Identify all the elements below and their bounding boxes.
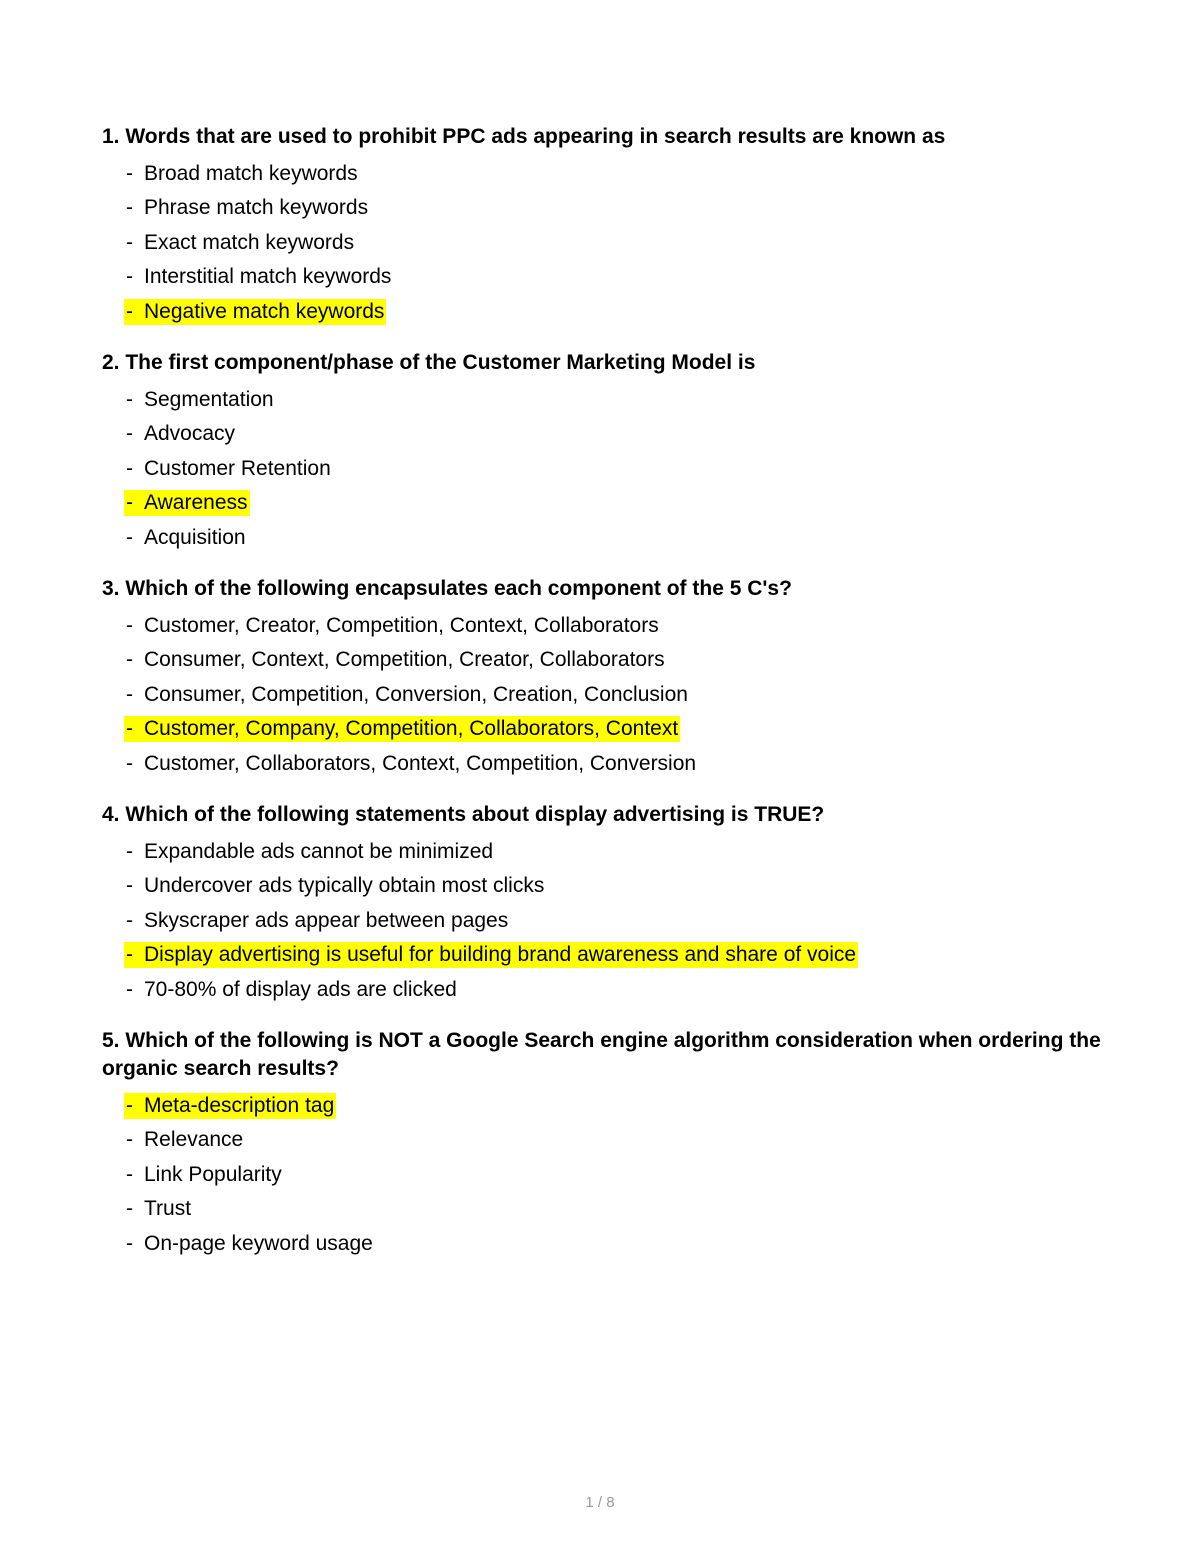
question-4 [102, 801, 1112, 1007]
answer-option-text: - Customer, Creator, Competition, Context, Collaborators [124, 613, 661, 639]
answer-option-text: - Undercover ads typically obtain most clicks [124, 873, 546, 899]
answer-option [126, 609, 1112, 643]
question-2 [102, 349, 1112, 555]
dash-marker: - [126, 717, 133, 741]
question-title: 3. Which of the following encapsulates each component of the 5 C's? [102, 577, 792, 600]
question-3 [102, 575, 1112, 781]
dash-marker: - [126, 162, 133, 185]
answer-option-text: - Customer, Collaborators, Context, Competition, Conversion [124, 751, 698, 777]
answer-option-text: - Customer, Company, Competition, Collaborators, Context [124, 716, 680, 742]
answer-option [126, 191, 1112, 225]
answer-option-text: - Consumer, Context, Competition, Creator, Collaborators [124, 647, 667, 673]
dash-marker: - [126, 491, 133, 515]
answer-option [126, 835, 1112, 869]
question-title: 5. Which of the following is NOT a Google Search engine algorithm consideration when ordering the organic search results? [102, 1029, 1101, 1080]
answer-option [126, 452, 1112, 486]
answer-option-text: - Negative match keywords [124, 299, 386, 325]
dash-marker: - [126, 422, 133, 446]
dash-marker: - [126, 525, 133, 549]
dash-marker: - [126, 1128, 133, 1152]
answer-list [102, 1089, 1112, 1261]
dash-marker: - [126, 908, 133, 932]
question-title: 4. Which of the following statements about display advertising is TRUE? [102, 803, 825, 826]
dash-marker: - [126, 751, 133, 775]
answer-option [126, 747, 1112, 781]
answer-list [102, 383, 1112, 555]
answer-option [126, 904, 1112, 938]
dash-marker: - [126, 196, 133, 220]
answer-option-text: - Awareness [124, 490, 250, 516]
answer-option-text: - Advocacy [124, 421, 237, 447]
answer-option [126, 417, 1112, 451]
answer-option [126, 226, 1112, 260]
answer-option-text: - Customer Retention [124, 456, 333, 482]
dash-marker: - [126, 456, 133, 480]
answer-option [126, 157, 1112, 191]
dash-marker: - [126, 943, 133, 967]
answer-option-text: - Interstitial match keywords [124, 264, 393, 290]
question-title: 1. Words that are used to prohibit PPC ads appearing in search results are known as [102, 125, 946, 148]
answer-option [126, 1192, 1112, 1226]
answer-option [126, 486, 1112, 520]
dash-marker: - [126, 299, 133, 323]
answer-option-text: - Display advertising is useful for building brand awareness and share of voice [124, 942, 858, 968]
answer-option-text: - Segmentation [124, 387, 276, 413]
answer-list [102, 609, 1112, 781]
dash-marker: - [126, 230, 133, 254]
answer-option-text: - Expandable ads cannot be minimized [124, 839, 495, 865]
answer-option [126, 521, 1112, 555]
dash-marker: - [126, 840, 133, 863]
answer-option [126, 869, 1112, 903]
answer-option [126, 383, 1112, 417]
dash-marker: - [126, 1231, 133, 1255]
dash-marker: - [126, 648, 133, 672]
answer-option [126, 1158, 1112, 1192]
answer-option-text: - On-page keyword usage [124, 1231, 375, 1257]
answer-option [126, 938, 1112, 972]
answer-option-text: - Trust [124, 1196, 193, 1222]
answer-option-text: - Acquisition [124, 525, 248, 551]
question-5 [102, 1027, 1112, 1261]
question-1 [102, 123, 1112, 329]
dash-marker: - [126, 614, 133, 637]
dash-marker: - [126, 388, 133, 411]
answer-option-text: - Skyscraper ads appear between pages [124, 908, 510, 934]
answer-option [126, 1123, 1112, 1157]
answer-option [126, 678, 1112, 712]
question-title: 2. The first component/phase of the Customer Marketing Model is [102, 351, 756, 374]
dash-marker: - [126, 1094, 133, 1117]
answer-option [126, 1089, 1112, 1123]
answer-option [126, 973, 1112, 1007]
answer-option-text: - Phrase match keywords [124, 195, 370, 221]
answer-list [102, 157, 1112, 329]
answer-option [126, 643, 1112, 677]
answer-option-text: - Consumer, Competition, Conversion, Creation, Conclusion [124, 682, 690, 708]
dash-marker: - [126, 977, 133, 1001]
answer-option-text: - 70-80% of display ads are clicked [124, 977, 459, 1003]
answer-option-text: - Meta-description tag [124, 1093, 336, 1119]
answer-option-text: - Exact match keywords [124, 230, 356, 256]
dash-marker: - [126, 682, 133, 706]
answer-option [126, 712, 1112, 746]
dash-marker: - [126, 1162, 133, 1186]
answer-option-text: - Link Popularity [124, 1162, 284, 1188]
answer-option [126, 1227, 1112, 1261]
dash-marker: - [126, 265, 133, 289]
dash-marker: - [126, 874, 133, 898]
page-indicator: 1 / 8 [585, 1494, 615, 1511]
dash-marker: - [126, 1197, 133, 1221]
answer-option [126, 295, 1112, 329]
answer-option-text: - Broad match keywords [124, 161, 360, 187]
answer-option-text: - Relevance [124, 1127, 245, 1153]
answer-list [102, 835, 1112, 1007]
answer-option [126, 260, 1112, 294]
